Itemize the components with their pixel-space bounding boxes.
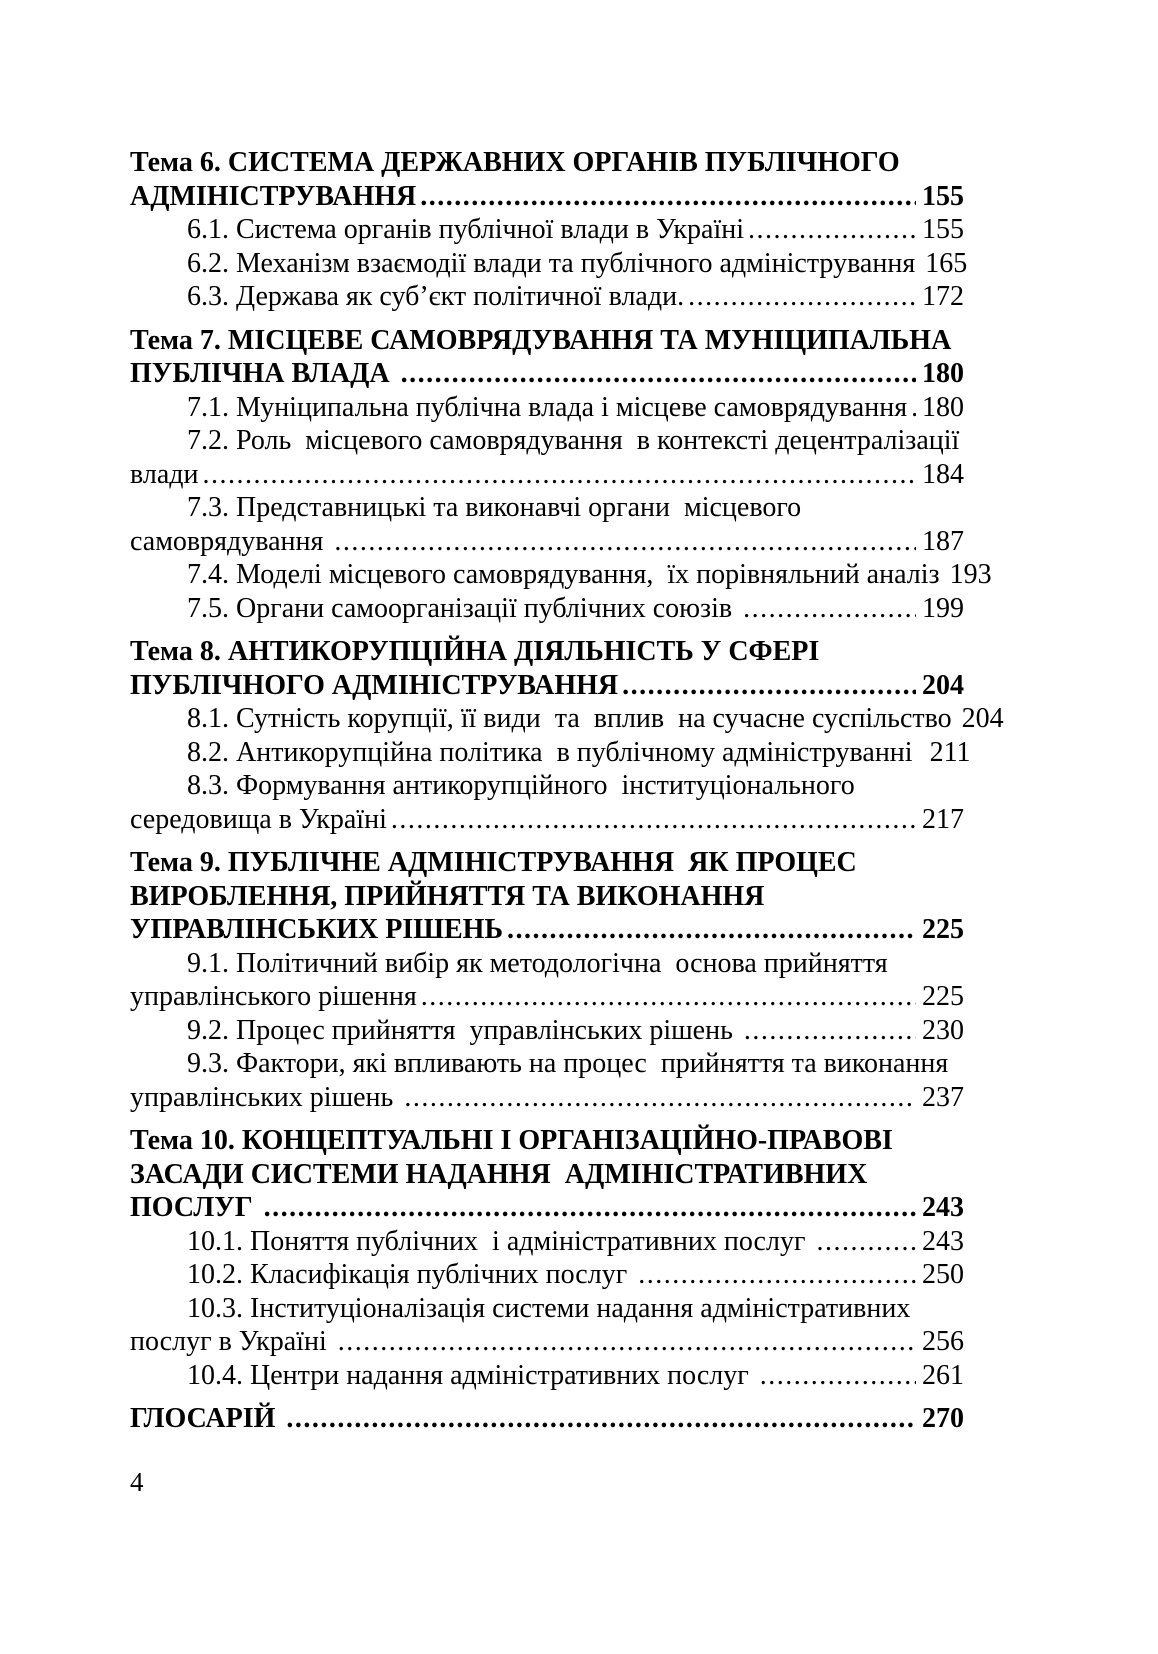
toc-row <box>130 635 964 669</box>
toc-entry-text: 8.2. Антикорупційна політика в публічному адмініструванні <box>187 736 920 768</box>
toc-entry-text: Тема 8. АНТИКОРУПЦІЙНА ДІЯЛЬНІСТЬ У СФЕРІ <box>130 636 820 667</box>
toc-page-number: 180 <box>922 391 964 423</box>
toc-page-number: 225 <box>922 914 964 945</box>
toc-page-number: 180 <box>922 358 964 389</box>
toc-leader-dots <box>816 1225 916 1259</box>
toc-entry-text: 9.2. Процес прийняття управлінських рішень <box>187 1014 740 1046</box>
toc-row <box>130 1359 964 1393</box>
toc-row <box>130 769 964 803</box>
toc-entry-text: 7.5. Органи самоорганізації публічних союзів <box>187 592 740 624</box>
toc-leader-dots <box>391 803 916 837</box>
toc-page-number: 256 <box>922 1326 964 1357</box>
toc-row <box>130 558 992 592</box>
toc-entry-text: ГЛОСАРІЙ <box>130 1403 283 1434</box>
toc-page-number: 184 <box>922 458 964 490</box>
toc-page-number: 237 <box>922 1081 964 1113</box>
toc-page-number: 243 <box>922 1192 964 1223</box>
toc-entry-text: УПРАВЛІНСЬКИХ РІШЕНЬ <box>130 914 503 945</box>
toc-page-number: 261 <box>922 1359 964 1391</box>
toc-page-number: 155 <box>922 214 964 245</box>
toc-page-number: 211 <box>929 736 971 768</box>
toc-entry-text: 6.1. Система органів публічної влади в Україні <box>187 214 745 245</box>
toc-page-number: 250 <box>922 1259 964 1290</box>
toc-entry-text: 6.2. Механізм взаємодії влади та публічного адміністрування <box>187 247 916 279</box>
toc-entry-text: 7.3. Представницькі та виконавчі органи місцевого <box>187 492 802 523</box>
toc-entry-text: Тема 6. СИСТЕМА ДЕРЖАВНИХ ОРГАНІВ ПУБЛІЧНОГО <box>130 147 900 178</box>
toc-entry-text: 6.3. Держава як суб’єкт політичної влади. <box>187 281 685 312</box>
toc-row <box>130 1258 964 1292</box>
toc-page-number: 199 <box>922 592 964 624</box>
toc-leader-dots <box>420 180 916 214</box>
toc-row <box>130 1014 964 1048</box>
page-folio-number: 4 <box>130 1467 144 1497</box>
toc-entry-text: ПУБЛІЧНА ВЛАДА <box>130 358 397 389</box>
toc-leader-dots <box>743 592 916 626</box>
toc-row <box>130 146 964 180</box>
toc-entry-text: 7.4. Моделі місцевого самоврядування, їх порівняльний аналіз <box>187 559 940 590</box>
toc-row <box>130 1047 964 1081</box>
toc-row <box>130 525 964 559</box>
toc-row <box>130 1325 964 1359</box>
toc-row <box>130 846 964 880</box>
toc-row <box>130 913 964 947</box>
toc-entry-text: послуг в Україні <box>130 1326 334 1357</box>
toc-leader-dots <box>638 1258 916 1292</box>
toc-entry-text: 8.3. Формування антикорупційного інституціонального <box>187 770 855 801</box>
toc-page-number: 165 <box>925 247 968 279</box>
toc-leader-dots <box>401 357 916 391</box>
toc-page-number: 204 <box>961 703 1004 734</box>
toc-leader-dots <box>760 1359 916 1393</box>
toc-leader-dots <box>338 1325 916 1359</box>
toc-entry-text: 10.1. Поняття публічних і адміністративних послуг <box>187 1225 813 1257</box>
toc-row <box>130 391 964 425</box>
toc-row <box>130 491 964 525</box>
toc-entry-text: 7.1. Муніципальна публічна влада і місцеве самоврядування <box>187 391 908 423</box>
toc-entry-text: управлінських рішень <box>130 1081 401 1113</box>
toc-row <box>130 702 1004 736</box>
toc-leader-dots <box>688 280 916 314</box>
toc-row <box>130 1124 964 1158</box>
toc-row <box>130 280 964 314</box>
toc-page-number: 270 <box>922 1403 964 1434</box>
toc-row <box>130 947 964 981</box>
toc-leader-dots <box>622 669 916 703</box>
toc-leader-dots <box>507 913 916 947</box>
toc-entry-text: влади <box>130 458 199 490</box>
toc-entry-text: управлінського рішення <box>130 981 417 1012</box>
toc-row <box>130 458 964 492</box>
toc-entry-text: 10.2. Класифікація публічних послуг <box>187 1259 635 1290</box>
toc-entry-text: 10.3. Інституціоналізація системи надання адміністративних <box>187 1292 911 1324</box>
toc-entry-text: ПОСЛУГ <box>130 1192 260 1223</box>
toc-row <box>130 1191 964 1225</box>
toc-row <box>130 803 964 837</box>
toc-page-number: 243 <box>922 1225 964 1257</box>
toc-entry-text: 8.1. Сутність корупції, її види та вплив на сучасне суспільство <box>187 703 952 734</box>
toc-row <box>130 324 964 358</box>
toc-row <box>130 357 964 391</box>
toc-entry-text: 10.4. Центри надання адміністративних послуг <box>187 1359 756 1391</box>
toc-row <box>130 424 964 458</box>
toc-row <box>130 980 964 1014</box>
toc-leader-dots <box>404 1081 916 1115</box>
toc-page-number: 230 <box>922 1014 964 1046</box>
toc-entry-text: ЗАСАДИ СИСТЕМИ НАДАННЯ АДМІНІСТРАТИВНИХ <box>130 1158 868 1190</box>
toc-page-number: 217 <box>922 803 964 835</box>
toc-entry-text: ПУБЛІЧНОГО АДМІНІСТРУВАННЯ <box>130 669 619 701</box>
toc-page-number: 225 <box>922 981 964 1012</box>
toc-row <box>130 1081 964 1115</box>
toc-leader-dots <box>286 1402 916 1436</box>
toc-row <box>130 880 964 914</box>
toc-leader-dots <box>334 525 916 559</box>
toc-row <box>130 213 964 247</box>
toc-entry-text: Тема 7. МІСЦЕВЕ САМОВРЯДУВАННЯ ТА МУНІЦИПАЛЬНА <box>130 324 952 356</box>
table-of-contents <box>130 146 1004 1436</box>
toc-row <box>130 736 971 770</box>
toc-page-number: 193 <box>949 559 992 590</box>
toc-row <box>130 592 964 626</box>
toc-page-number: 155 <box>922 180 964 212</box>
toc-row <box>130 1225 964 1259</box>
toc-row <box>130 247 968 281</box>
toc-leader-dots <box>744 1014 916 1048</box>
toc-entry-text: ВИРОБЛЕННЯ, ПРИЙНЯТТЯ ТА ВИКОНАННЯ <box>130 880 765 912</box>
toc-entry-text: самоврядування <box>130 525 331 557</box>
toc-entry-text: 7.2. Роль місцевого самоврядування в контексті децентралізації <box>187 425 960 456</box>
toc-leader-dots <box>748 213 916 247</box>
toc-entry-text: 9.3. Фактори, які впливають на процес прийняття та виконання <box>187 1048 949 1079</box>
toc-page-number: 187 <box>922 525 964 557</box>
toc-entry-text: Тема 10. КОНЦЕПТУАЛЬНІ І ОРГАНІЗАЦІЙНО-ПРАВОВІ <box>130 1125 893 1156</box>
toc-entry-text: 9.1. Політичний вибір як методологічна основа прийняття <box>187 947 888 979</box>
toc-leader-dots <box>202 458 916 492</box>
toc-leader-dots <box>911 391 916 425</box>
toc-row <box>130 180 964 214</box>
toc-entry-text: АДМІНІСТРУВАННЯ <box>130 180 417 212</box>
toc-entry-text: середовища в Україні <box>130 803 387 835</box>
toc-leader-dots <box>264 1191 916 1225</box>
toc-row <box>130 1292 964 1326</box>
toc-row <box>130 669 964 703</box>
toc-row <box>130 1158 964 1192</box>
toc-page-number: 204 <box>922 669 964 701</box>
toc-entry-text: Тема 9. ПУБЛІЧНЕ АДМІНІСТРУВАННЯ ЯК ПРОЦЕС <box>130 847 857 878</box>
toc-leader-dots <box>421 980 916 1014</box>
toc-row <box>130 1402 964 1436</box>
toc-page-number: 172 <box>922 281 964 312</box>
